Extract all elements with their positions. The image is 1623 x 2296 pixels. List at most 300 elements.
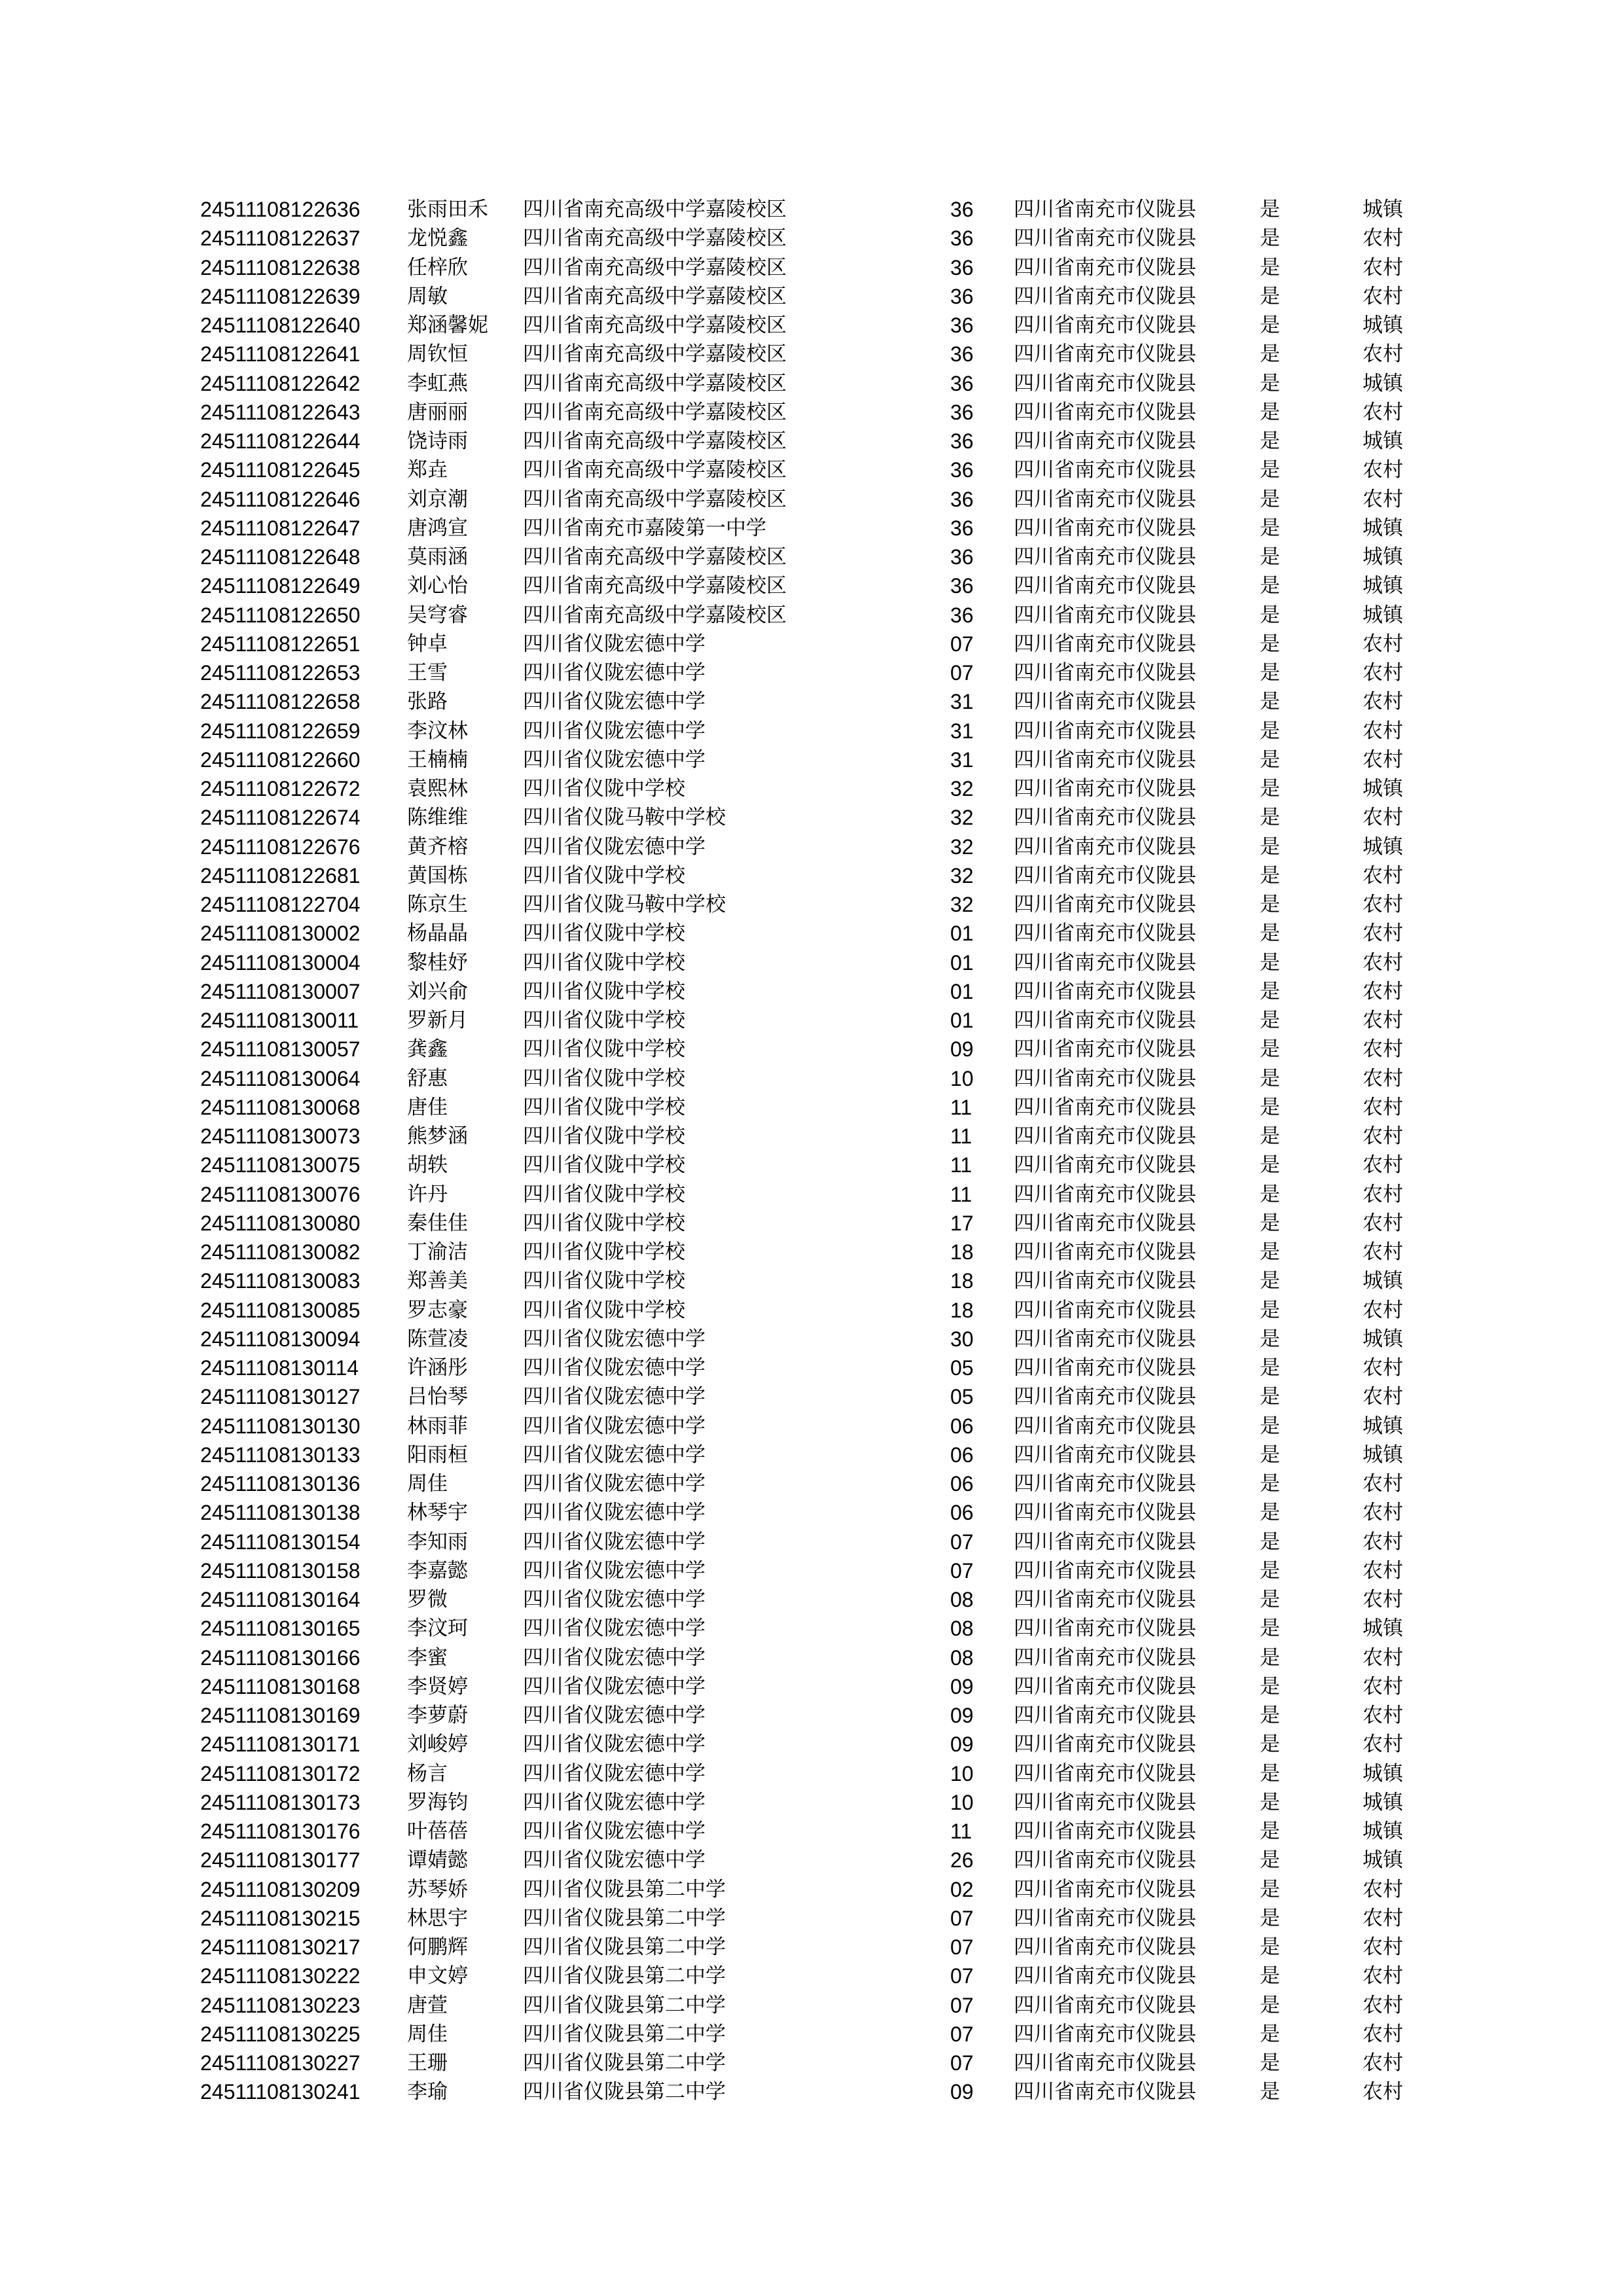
school-cell: 四川省南充高级中学嘉陵校区 [523, 574, 787, 598]
name-cell: 杨晶晶 [407, 922, 468, 946]
school-cell: 四川省仪陇中学校 [523, 1009, 685, 1033]
name-cell: 龚鑫 [407, 1037, 448, 1062]
flag-cell: 是 [1260, 516, 1280, 540]
class-cell: 07 [950, 1935, 974, 1960]
name-cell: 黄齐榕 [407, 834, 468, 859]
residence-cell: 农村 [1363, 1732, 1403, 1757]
residence-cell: 农村 [1363, 893, 1403, 917]
name-cell: 陈京生 [407, 893, 468, 917]
name-cell: 莫雨涵 [407, 545, 468, 569]
table-row [200, 1528, 1444, 1556]
residence-cell: 农村 [1363, 690, 1403, 714]
exam-id-cell: 24511108130227 [200, 2051, 361, 2075]
region-cell: 四川省南充市仪陇县 [1014, 1761, 1196, 1785]
residence-cell: 城镇 [1363, 1414, 1403, 1438]
flag-cell: 是 [1260, 1240, 1280, 1265]
region-cell: 四川省南充市仪陇县 [1014, 950, 1196, 975]
flag-cell: 是 [1260, 1935, 1280, 1960]
region-cell: 四川省南充市仪陇县 [1014, 922, 1196, 946]
residence-cell: 城镇 [1363, 429, 1403, 454]
exam-id-cell: 24511108130138 [200, 1501, 361, 1525]
name-cell: 郑涵馨妮 [407, 314, 488, 338]
residence-cell: 农村 [1363, 1906, 1403, 1930]
residence-cell: 城镇 [1363, 371, 1403, 395]
class-cell: 36 [950, 314, 974, 338]
region-cell: 四川省南充市仪陇县 [1014, 1906, 1196, 1930]
exam-id-cell: 24511108130007 [200, 979, 361, 1003]
name-cell: 秦佳佳 [407, 1211, 468, 1235]
exam-id-cell: 24511108122658 [200, 690, 361, 714]
school-cell: 四川省南充高级中学嘉陵校区 [523, 545, 787, 569]
flag-cell: 是 [1260, 661, 1280, 685]
exam-id-cell: 24511108130215 [200, 1906, 361, 1930]
class-cell: 05 [950, 1385, 974, 1409]
school-cell: 四川省仪陇宏德中学 [523, 1761, 705, 1785]
school-cell: 四川省仪陇宏德中学 [523, 747, 705, 772]
table-row [200, 1382, 1444, 1411]
school-cell: 四川省仪陇宏德中学 [523, 1645, 705, 1670]
residence-cell: 农村 [1363, 1153, 1403, 1177]
flag-cell: 是 [1260, 1298, 1280, 1322]
residence-cell: 城镇 [1363, 1327, 1403, 1351]
school-cell: 四川省南充高级中学嘉陵校区 [523, 371, 787, 395]
name-cell: 罗微 [407, 1588, 448, 1612]
school-cell: 四川省南充高级中学嘉陵校区 [523, 284, 787, 308]
exam-id-cell: 24511108130133 [200, 1443, 361, 1467]
flag-cell: 是 [1260, 1906, 1280, 1930]
exam-id-cell: 24511108122639 [200, 284, 361, 308]
table-row [200, 2020, 1444, 2049]
flag-cell: 是 [1260, 1327, 1280, 1351]
class-cell: 02 [950, 1877, 974, 1901]
name-cell: 王珊 [407, 2051, 448, 2075]
residence-cell: 农村 [1363, 1182, 1403, 1206]
flag-cell: 是 [1260, 1153, 1280, 1177]
class-cell: 08 [950, 1588, 974, 1612]
class-cell: 36 [950, 226, 974, 251]
region-cell: 四川省南充市仪陇县 [1014, 487, 1196, 511]
class-cell: 32 [950, 893, 974, 917]
region-cell: 四川省南充市仪陇县 [1014, 1037, 1196, 1062]
student-table [200, 195, 1444, 2107]
school-cell: 四川省仪陇中学校 [523, 777, 685, 801]
region-cell: 四川省南充市仪陇县 [1014, 1732, 1196, 1757]
school-cell: 四川省仪陇县第二中学 [523, 2051, 726, 2075]
name-cell: 罗志豪 [407, 1298, 468, 1322]
class-cell: 32 [950, 777, 974, 801]
table-row [200, 1759, 1444, 1788]
table-row [200, 2049, 1444, 2077]
table-row [200, 253, 1444, 282]
school-cell: 四川省南充高级中学嘉陵校区 [523, 603, 787, 627]
class-cell: 32 [950, 806, 974, 830]
flag-cell: 是 [1260, 777, 1280, 801]
region-cell: 四川省南充市仪陇县 [1014, 1385, 1196, 1409]
residence-cell: 城镇 [1363, 314, 1403, 338]
residence-cell: 农村 [1363, 1211, 1403, 1235]
region-cell: 四川省南充市仪陇县 [1014, 371, 1196, 395]
region-cell: 四川省南充市仪陇县 [1014, 979, 1196, 1003]
name-cell: 袁熙林 [407, 777, 468, 801]
exam-id-cell: 24511108130080 [200, 1211, 361, 1235]
flag-cell: 是 [1260, 1037, 1280, 1062]
school-cell: 四川省南充市嘉陵第一中学 [523, 516, 766, 540]
class-cell: 17 [950, 1211, 974, 1235]
name-cell: 申文婷 [407, 1964, 468, 1988]
class-cell: 36 [950, 198, 974, 222]
name-cell: 黄国栋 [407, 863, 468, 888]
class-cell: 01 [950, 950, 974, 975]
name-cell: 钟卓 [407, 632, 448, 656]
flag-cell: 是 [1260, 1645, 1280, 1670]
flag-cell: 是 [1260, 342, 1280, 367]
residence-cell: 农村 [1363, 1964, 1403, 1988]
class-cell: 32 [950, 863, 974, 888]
school-cell: 四川省仪陇中学校 [523, 979, 685, 1003]
residence-cell: 农村 [1363, 950, 1403, 975]
school-cell: 四川省仪陇中学校 [523, 1095, 685, 1119]
school-cell: 四川省南充高级中学嘉陵校区 [523, 255, 787, 279]
class-cell: 01 [950, 979, 974, 1003]
table-row [200, 340, 1444, 368]
table-row [200, 1962, 1444, 1990]
flag-cell: 是 [1260, 922, 1280, 946]
exam-id-cell: 24511108130004 [200, 950, 361, 975]
table-row [200, 224, 1444, 253]
table-row [200, 1585, 1444, 1614]
exam-id-cell: 24511108122674 [200, 806, 361, 830]
exam-id-cell: 24511108122637 [200, 226, 361, 251]
class-cell: 07 [950, 632, 974, 656]
school-cell: 四川省仪陇宏德中学 [523, 1385, 705, 1409]
exam-id-cell: 24511108130217 [200, 1935, 361, 1960]
region-cell: 四川省南充市仪陇县 [1014, 1820, 1196, 1844]
flag-cell: 是 [1260, 747, 1280, 772]
exam-id-cell: 24511108130082 [200, 1240, 361, 1265]
residence-cell: 农村 [1363, 1298, 1403, 1322]
class-cell: 11 [950, 1820, 972, 1844]
table-row [200, 1412, 1444, 1441]
name-cell: 李汶林 [407, 719, 468, 743]
name-cell: 苏琴娇 [407, 1877, 468, 1901]
table-row [200, 919, 1444, 948]
school-cell: 四川省仪陇宏德中学 [523, 1530, 705, 1554]
residence-cell: 农村 [1363, 1472, 1403, 1496]
region-cell: 四川省南充市仪陇县 [1014, 1298, 1196, 1322]
school-cell: 四川省南充高级中学嘉陵校区 [523, 198, 787, 222]
exam-id-cell: 24511108130241 [200, 2080, 361, 2104]
exam-id-cell: 24511108130168 [200, 1674, 361, 1698]
name-cell: 何鹏辉 [407, 1935, 468, 1960]
residence-cell: 农村 [1363, 1558, 1403, 1583]
exam-id-cell: 24511108130166 [200, 1645, 361, 1670]
region-cell: 四川省南充市仪陇县 [1014, 1327, 1196, 1351]
region-cell: 四川省南充市仪陇县 [1014, 1472, 1196, 1496]
table-body [200, 195, 1444, 2107]
school-cell: 四川省仪陇中学校 [523, 1298, 685, 1322]
name-cell: 任梓欣 [407, 255, 468, 279]
name-cell: 郑垚 [407, 458, 448, 482]
table-row [200, 427, 1444, 456]
name-cell: 熊梦涵 [407, 1124, 468, 1149]
flag-cell: 是 [1260, 2051, 1280, 2075]
name-cell: 林思宇 [407, 1906, 468, 1930]
exam-id-cell: 24511108130057 [200, 1037, 361, 1062]
exam-id-cell: 24511108130225 [200, 2022, 361, 2046]
region-cell: 四川省南充市仪陇县 [1014, 516, 1196, 540]
school-cell: 四川省仪陇中学校 [523, 1037, 685, 1062]
name-cell: 舒惠 [407, 1066, 448, 1090]
exam-id-cell: 24511108130158 [200, 1558, 361, 1583]
exam-id-cell: 24511108122704 [200, 893, 361, 917]
school-cell: 四川省仪陇县第二中学 [523, 1906, 726, 1930]
region-cell: 四川省南充市仪陇县 [1014, 1095, 1196, 1119]
residence-cell: 城镇 [1363, 1820, 1403, 1844]
exam-id-cell: 24511108130176 [200, 1820, 361, 1844]
residence-cell: 农村 [1363, 806, 1403, 830]
table-row [200, 543, 1444, 571]
class-cell: 07 [950, 2022, 974, 2046]
residence-cell: 农村 [1363, 1009, 1403, 1033]
school-cell: 四川省仪陇中学校 [523, 950, 685, 975]
name-cell: 周钦恒 [407, 342, 468, 367]
name-cell: 张雨田禾 [407, 198, 488, 222]
school-cell: 四川省仪陇县第二中学 [523, 2022, 726, 2046]
table-row [200, 1498, 1444, 1527]
residence-cell: 城镇 [1363, 1848, 1403, 1873]
school-cell: 四川省仪陇宏德中学 [523, 1848, 705, 1873]
flag-cell: 是 [1260, 1588, 1280, 1612]
class-cell: 10 [950, 1790, 974, 1814]
residence-cell: 农村 [1363, 1240, 1403, 1265]
school-cell: 四川省仪陇县第二中学 [523, 1964, 726, 1988]
table-row [200, 803, 1444, 832]
school-cell: 四川省仪陇宏德中学 [523, 1732, 705, 1757]
residence-cell: 城镇 [1363, 834, 1403, 859]
school-cell: 四川省仪陇宏德中学 [523, 1704, 705, 1728]
region-cell: 四川省南充市仪陇县 [1014, 226, 1196, 251]
table-row [200, 745, 1444, 774]
flag-cell: 是 [1260, 1009, 1280, 1033]
residence-cell: 农村 [1363, 1066, 1403, 1090]
exam-id-cell: 24511108122653 [200, 661, 361, 685]
exam-id-cell: 24511108130223 [200, 1993, 361, 2017]
class-cell: 18 [950, 1298, 974, 1322]
name-cell: 周敏 [407, 284, 448, 308]
school-cell: 四川省仪陇宏德中学 [523, 1414, 705, 1438]
class-cell: 06 [950, 1414, 974, 1438]
flag-cell: 是 [1260, 1124, 1280, 1149]
table-row [200, 1788, 1444, 1817]
name-cell: 许涵彤 [407, 1356, 468, 1380]
flag-cell: 是 [1260, 806, 1280, 830]
school-cell: 四川省仪陇县第二中学 [523, 1935, 726, 1960]
name-cell: 李汶珂 [407, 1617, 468, 1641]
name-cell: 唐鸿宣 [407, 516, 468, 540]
flag-cell: 是 [1260, 719, 1280, 743]
flag-cell: 是 [1260, 603, 1280, 627]
table-row [200, 485, 1444, 514]
region-cell: 四川省南充市仪陇县 [1014, 255, 1196, 279]
residence-cell: 农村 [1363, 458, 1403, 482]
residence-cell: 农村 [1363, 1095, 1403, 1119]
region-cell: 四川省南充市仪陇县 [1014, 777, 1196, 801]
table-row [200, 1933, 1444, 1962]
flag-cell: 是 [1260, 1182, 1280, 1206]
residence-cell: 农村 [1363, 719, 1403, 743]
flag-cell: 是 [1260, 1269, 1280, 1293]
flag-cell: 是 [1260, 1820, 1280, 1844]
residence-cell: 城镇 [1363, 1269, 1403, 1293]
school-cell: 四川省仪陇宏德中学 [523, 661, 705, 685]
exam-id-cell: 24511108130173 [200, 1790, 361, 1814]
class-cell: 36 [950, 284, 974, 308]
class-cell: 07 [950, 2051, 974, 2075]
exam-id-cell: 24511108130222 [200, 1964, 361, 1988]
name-cell: 罗海钧 [407, 1790, 468, 1814]
school-cell: 四川省仪陇中学校 [523, 1124, 685, 1149]
school-cell: 四川省南充高级中学嘉陵校区 [523, 487, 787, 511]
school-cell: 四川省南充高级中学嘉陵校区 [523, 342, 787, 367]
exam-id-cell: 24511108130114 [200, 1356, 359, 1380]
class-cell: 07 [950, 1964, 974, 1988]
school-cell: 四川省仪陇中学校 [523, 1240, 685, 1265]
flag-cell: 是 [1260, 255, 1280, 279]
table-row [200, 1266, 1444, 1295]
residence-cell: 农村 [1363, 1674, 1403, 1698]
class-cell: 01 [950, 1009, 974, 1033]
region-cell: 四川省南充市仪陇县 [1014, 1009, 1196, 1033]
flag-cell: 是 [1260, 1501, 1280, 1525]
flag-cell: 是 [1260, 2022, 1280, 2046]
flag-cell: 是 [1260, 1356, 1280, 1380]
residence-cell: 农村 [1363, 1385, 1403, 1409]
residence-cell: 农村 [1363, 979, 1403, 1003]
table-row [200, 1556, 1444, 1585]
class-cell: 11 [950, 1153, 972, 1177]
class-cell: 31 [950, 690, 974, 714]
region-cell: 四川省南充市仪陇县 [1014, 806, 1196, 830]
name-cell: 周佳 [407, 2022, 448, 2046]
name-cell: 李瑜 [407, 2080, 448, 2104]
school-cell: 四川省仪陇宏德中学 [523, 1472, 705, 1496]
table-row [200, 311, 1444, 340]
flag-cell: 是 [1260, 1704, 1280, 1728]
school-cell: 四川省仪陇中学校 [523, 1182, 685, 1206]
exam-id-cell: 24511108130172 [200, 1761, 361, 1785]
region-cell: 四川省南充市仪陇县 [1014, 1269, 1196, 1293]
class-cell: 31 [950, 747, 974, 772]
table-row [200, 630, 1444, 658]
region-cell: 四川省南充市仪陇县 [1014, 1848, 1196, 1873]
exam-id-cell: 24511108122642 [200, 371, 361, 395]
table-row [200, 2077, 1444, 2106]
class-cell: 06 [950, 1472, 974, 1496]
class-cell: 08 [950, 1617, 974, 1641]
region-cell: 四川省南充市仪陇县 [1014, 2051, 1196, 2075]
name-cell: 吴穹睿 [407, 603, 468, 627]
school-cell: 四川省仪陇宏德中学 [523, 1617, 705, 1641]
exam-id-cell: 24511108122650 [200, 603, 361, 627]
table-row [200, 1991, 1444, 2020]
residence-cell: 农村 [1363, 226, 1403, 251]
school-cell: 四川省仪陇宏德中学 [523, 1790, 705, 1814]
flag-cell: 是 [1260, 226, 1280, 251]
residence-cell: 农村 [1363, 632, 1403, 656]
table-row [200, 717, 1444, 745]
exam-id-cell: 24511108122638 [200, 255, 361, 279]
name-cell: 陈萱凌 [407, 1327, 468, 1351]
region-cell: 四川省南充市仪陇县 [1014, 342, 1196, 367]
class-cell: 07 [950, 1558, 974, 1583]
name-cell: 唐丽丽 [407, 400, 468, 424]
class-cell: 30 [950, 1327, 974, 1351]
exam-id-cell: 24511108130164 [200, 1588, 361, 1612]
table-row [200, 1296, 1444, 1325]
class-cell: 36 [950, 487, 974, 511]
region-cell: 四川省南充市仪陇县 [1014, 314, 1196, 338]
region-cell: 四川省南充市仪陇县 [1014, 1704, 1196, 1728]
school-cell: 四川省仪陇宏德中学 [523, 632, 705, 656]
exam-id-cell: 24511108122659 [200, 719, 361, 743]
residence-cell: 农村 [1363, 255, 1403, 279]
flag-cell: 是 [1260, 1530, 1280, 1554]
school-cell: 四川省仪陇宏德中学 [523, 1558, 705, 1583]
school-cell: 四川省南充高级中学嘉陵校区 [523, 429, 787, 454]
flag-cell: 是 [1260, 950, 1280, 975]
school-cell: 四川省南充高级中学嘉陵校区 [523, 226, 787, 251]
region-cell: 四川省南充市仪陇县 [1014, 1935, 1196, 1960]
residence-cell: 农村 [1363, 487, 1403, 511]
residence-cell: 农村 [1363, 1124, 1403, 1149]
class-cell: 36 [950, 603, 974, 627]
table-row [200, 282, 1444, 311]
exam-id-cell: 24511108130177 [200, 1848, 361, 1873]
class-cell: 09 [950, 1037, 974, 1062]
school-cell: 四川省仪陇宏德中学 [523, 690, 705, 714]
table-row [200, 1875, 1444, 1904]
residence-cell: 农村 [1363, 1530, 1403, 1554]
name-cell: 黎桂妤 [407, 950, 468, 975]
flag-cell: 是 [1260, 1414, 1280, 1438]
table-row [200, 1730, 1444, 1759]
flag-cell: 是 [1260, 1993, 1280, 2017]
exam-id-cell: 24511108130083 [200, 1269, 361, 1293]
name-cell: 罗新月 [407, 1009, 468, 1033]
name-cell: 林琴宇 [407, 1501, 468, 1525]
school-cell: 四川省仪陇中学校 [523, 922, 685, 946]
exam-id-cell: 24511108130073 [200, 1124, 361, 1149]
school-cell: 四川省仪陇宏德中学 [523, 1820, 705, 1844]
name-cell: 杨言 [407, 1761, 448, 1785]
flag-cell: 是 [1260, 574, 1280, 598]
exam-id-cell: 24511108130094 [200, 1327, 361, 1351]
region-cell: 四川省南充市仪陇县 [1014, 1558, 1196, 1583]
table-row [200, 456, 1444, 484]
table-row [200, 514, 1444, 543]
school-cell: 四川省仪陇宏德中学 [523, 1588, 705, 1612]
table-row [200, 1209, 1444, 1238]
flag-cell: 是 [1260, 1066, 1280, 1090]
flag-cell: 是 [1260, 1790, 1280, 1814]
table-row [200, 1238, 1444, 1266]
region-cell: 四川省南充市仪陇县 [1014, 284, 1196, 308]
exam-id-cell: 24511108122676 [200, 834, 361, 859]
class-cell: 10 [950, 1066, 974, 1090]
class-cell: 09 [950, 2080, 974, 2104]
flag-cell: 是 [1260, 429, 1280, 454]
exam-id-cell: 24511108130064 [200, 1066, 361, 1090]
